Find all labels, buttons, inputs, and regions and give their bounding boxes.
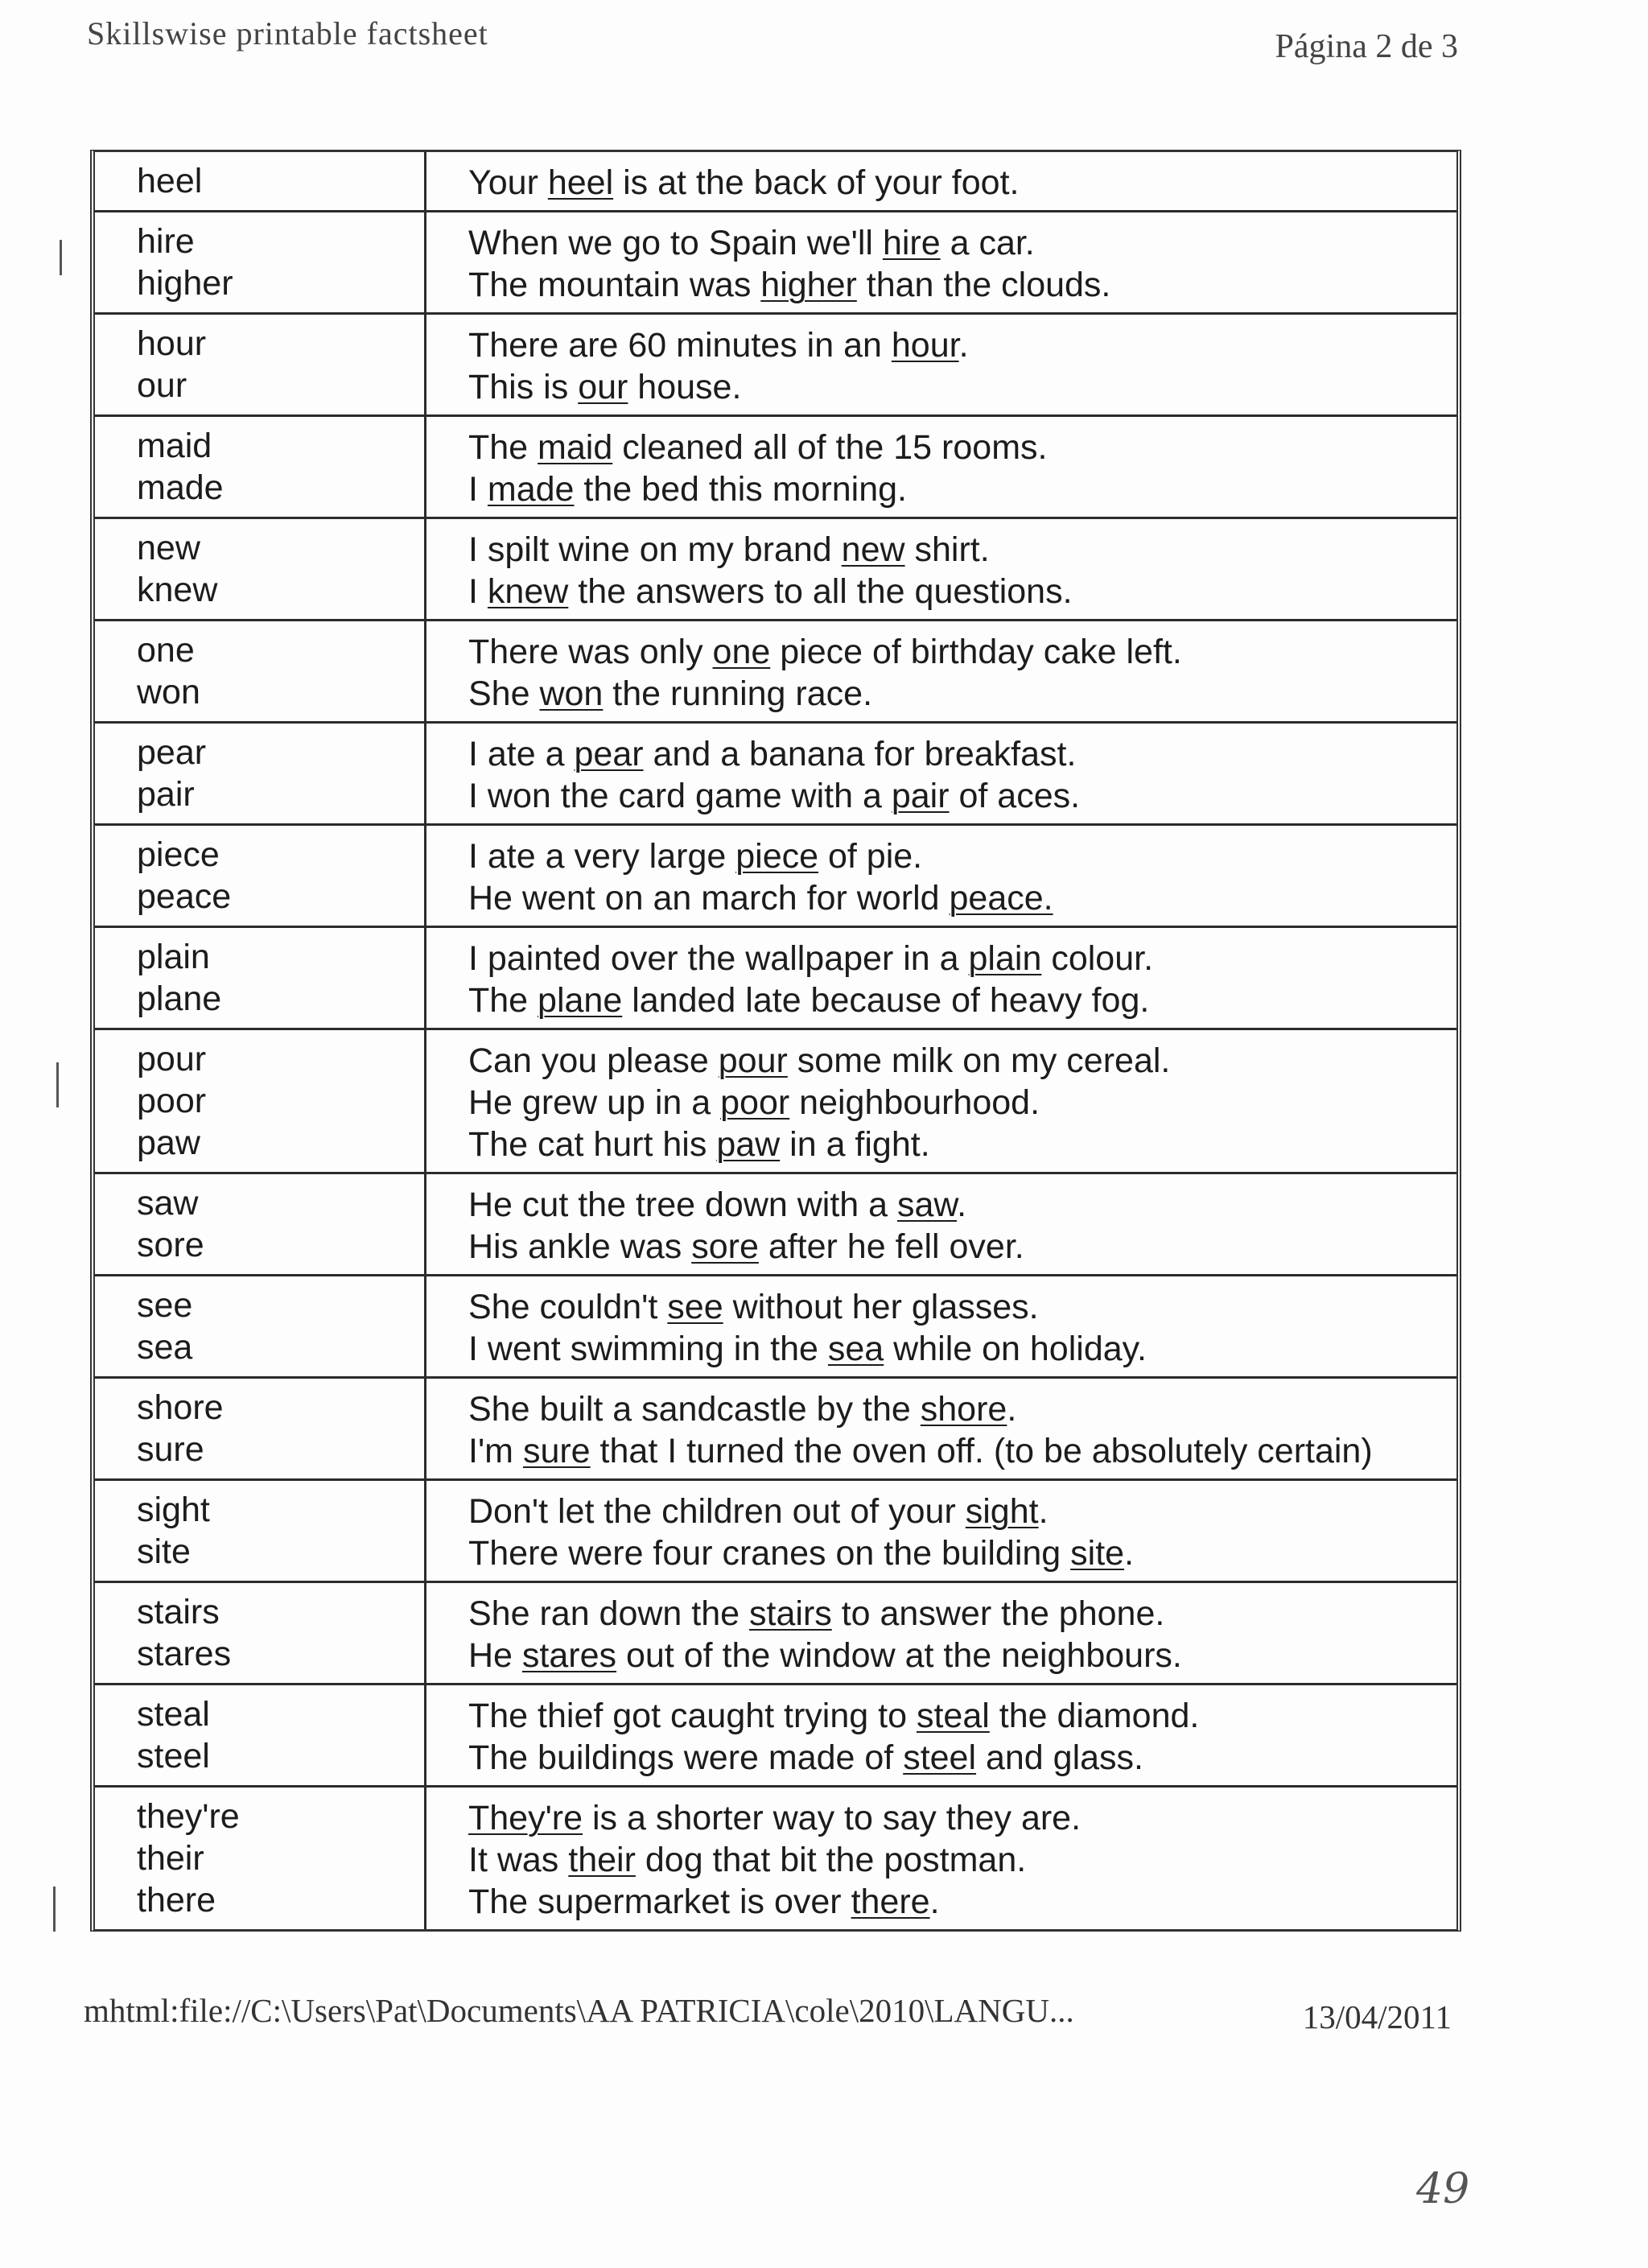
homophone-word: plain (137, 938, 210, 976)
table-row (95, 315, 1456, 417)
sentence-text: colour. (1041, 939, 1154, 978)
homophone-word: hire (137, 222, 195, 261)
homophone-word: one (137, 631, 195, 670)
sentences-cell (426, 1788, 1456, 1929)
sentence-text: cleaned all of the 15 rooms. (612, 428, 1048, 467)
underlined-word: heel (547, 163, 614, 202)
example-sentence (468, 1593, 1456, 1635)
sentence-text: I ate a very large (468, 837, 736, 876)
sentences-cell (426, 519, 1456, 619)
homophone-table (90, 150, 1461, 1932)
sentences-cell (426, 1685, 1456, 1785)
words-cell (95, 519, 426, 619)
table-row (95, 212, 1456, 315)
underlined-word: sight (965, 1492, 1039, 1531)
words-cell (95, 826, 426, 926)
example-sentence (468, 427, 1456, 468)
homophone-word: plane (137, 979, 222, 1018)
sentence-text: a car. (940, 224, 1035, 262)
sentences-cell (426, 724, 1456, 823)
homophone-word: there (137, 1881, 216, 1920)
homophone-word: won (137, 673, 200, 711)
sentence-text: house. (628, 368, 742, 406)
sentence-text: is a shorter way to say they are. (583, 1799, 1082, 1837)
sentence-text: shirt. (904, 530, 990, 569)
sentence-text: I'm (468, 1432, 523, 1470)
example-sentence (468, 264, 1456, 306)
sentence-text: When we go to Spain we'll (468, 224, 883, 262)
underlined-word: made (487, 470, 575, 509)
sentences-cell (426, 826, 1456, 926)
underlined-word: see (667, 1288, 723, 1326)
sentence-text: She ran down the (468, 1594, 750, 1633)
underlined-word: steel (903, 1738, 977, 1777)
sentence-text: while on holiday. (884, 1330, 1147, 1368)
homophone-word: steel (137, 1737, 210, 1775)
homophone-word: see (137, 1286, 193, 1325)
sentence-text: There were four cranes on the building (468, 1534, 1071, 1573)
sentence-text: landed late because of heavy fog. (622, 981, 1150, 1020)
sentence-text: Can you please (468, 1041, 719, 1080)
homophone-word: new (137, 529, 200, 567)
homophone-word: sore (137, 1226, 204, 1264)
source-title: Skillswise printable factsheet (87, 15, 488, 52)
underlined-word: paw (716, 1125, 781, 1164)
table-row (95, 1583, 1456, 1685)
underlined-word: hour (891, 326, 959, 365)
sentence-text: neighbourhood. (789, 1083, 1040, 1122)
sentence-text: . (1038, 1492, 1049, 1531)
table-row (95, 1030, 1456, 1174)
sentence-text: There are 60 minutes in an (468, 326, 892, 365)
sentences-cell (426, 1276, 1456, 1376)
example-sentence (468, 1040, 1456, 1082)
table-row (95, 417, 1456, 519)
handwritten-page-number: 49 (1416, 2165, 1470, 2213)
sentence-text: I (468, 470, 488, 509)
sentence-text: The mountain was (468, 266, 761, 304)
underlined-word: shore (920, 1390, 1007, 1429)
sentence-text: Don't let the children out of your (468, 1492, 966, 1531)
example-sentence (468, 775, 1456, 817)
underlined-word: pear (574, 735, 644, 773)
sentences-cell (426, 1174, 1456, 1274)
words-cell (95, 1030, 426, 1172)
words-cell (95, 315, 426, 414)
homophone-word: higher (137, 264, 233, 303)
underlined-word: poor (720, 1083, 790, 1122)
sentence-text: She couldn't (468, 1288, 668, 1326)
homophone-word: peace (137, 877, 232, 916)
words-cell (95, 1583, 426, 1683)
table-row (95, 1481, 1456, 1583)
words-cell (95, 1379, 426, 1478)
homophone-word: pear (137, 733, 207, 772)
underlined-word: our (578, 368, 628, 406)
example-sentence (468, 1124, 1456, 1165)
example-sentence (468, 877, 1456, 919)
underlined-word: hire (882, 224, 941, 262)
page-indicator: Página 2 de 3 (1275, 28, 1458, 65)
sentences-cell (426, 1379, 1456, 1478)
homophone-word: our (137, 366, 187, 405)
table-row (95, 1174, 1456, 1276)
sentences-cell (426, 1030, 1456, 1172)
table-row (95, 519, 1456, 621)
sentence-text: She built a sandcastle by the (468, 1390, 921, 1429)
underlined-word: stairs (749, 1594, 832, 1633)
sentence-text: I ate a (468, 735, 575, 773)
homophone-word: maid (137, 427, 212, 465)
sentence-text: that I turned the oven off. (to be absolutely certain) (590, 1432, 1373, 1470)
margin-mark (56, 1062, 59, 1107)
example-sentence (468, 1082, 1456, 1124)
sentence-text: The thief got caught trying to (468, 1697, 917, 1735)
words-cell (95, 1481, 426, 1581)
sentence-text: It was (468, 1841, 569, 1879)
underlined-word: won (539, 674, 604, 713)
sentence-text: than the clouds. (856, 266, 1111, 304)
homophone-word: shore (137, 1388, 224, 1427)
underlined-word: stares (521, 1636, 617, 1675)
words-cell (95, 1276, 426, 1376)
homophone-word: pour (137, 1040, 207, 1078)
words-cell (95, 212, 426, 312)
words-cell (95, 1788, 426, 1929)
sentence-text: piece of birthday cake left. (770, 633, 1182, 671)
underlined-word: sore (691, 1227, 759, 1266)
sentences-cell (426, 1481, 1456, 1581)
example-sentence (468, 1839, 1456, 1881)
example-sentence (468, 366, 1456, 408)
sentences-cell (426, 417, 1456, 517)
underlined-word: peace. (949, 879, 1053, 918)
sentence-text: out of the window at the neighbours. (616, 1636, 1182, 1675)
homophone-word: stairs (137, 1593, 220, 1631)
table-row (95, 1788, 1456, 1929)
sentences-cell (426, 315, 1456, 414)
sentence-text: of aces. (949, 777, 1081, 815)
example-sentence (468, 324, 1456, 366)
sentence-text: and glass. (976, 1738, 1143, 1777)
example-sentence (468, 631, 1456, 673)
underlined-word: pair (891, 777, 950, 815)
sentence-text: dog that bit the postman. (635, 1841, 1027, 1879)
sentence-text: I spilt wine on my brand (468, 530, 842, 569)
sentence-text: I went swimming in the (468, 1330, 828, 1368)
example-sentence (468, 1184, 1456, 1226)
sentence-text: of pie. (818, 837, 923, 876)
homophone-word: steal (137, 1695, 210, 1734)
sentence-text: The supermarket is over (468, 1882, 851, 1921)
sentences-cell (426, 152, 1456, 210)
underlined-word: their (568, 1841, 636, 1879)
homophone-word: made (137, 468, 224, 507)
sentence-text: He grew up in a (468, 1083, 721, 1122)
file-path: mhtml:file://C:\Users\Pat\Documents\AA PATRICIA\cole\2010\LANGU... (84, 1992, 1074, 2029)
sentence-text: There was only (468, 633, 713, 671)
sentence-text: He cut the tree down with a (468, 1186, 898, 1224)
homophone-word: piece (137, 835, 220, 874)
underlined-word: saw (897, 1186, 958, 1224)
homophone-word: their (137, 1839, 204, 1878)
words-cell (95, 1174, 426, 1274)
sentence-text: The buildings were made of (468, 1738, 904, 1777)
example-sentence (468, 468, 1456, 510)
example-sentence (468, 1491, 1456, 1532)
underlined-word: knew (487, 572, 569, 611)
homophone-word: they're (137, 1797, 240, 1836)
sentence-text: is at the back of your foot. (613, 163, 1020, 202)
sentence-text: in a fight. (780, 1125, 930, 1164)
sentence-text: the answers to all the questions. (568, 572, 1073, 611)
underlined-word: maid (538, 428, 613, 467)
sentence-text: . (958, 326, 969, 365)
table-row (95, 152, 1456, 212)
margin-mark (60, 240, 62, 275)
table-row (95, 1276, 1456, 1379)
homophone-word: sure (137, 1430, 204, 1469)
sentence-text: after he fell over. (758, 1227, 1024, 1266)
example-sentence (468, 1797, 1456, 1839)
table-row (95, 724, 1456, 826)
example-sentence (468, 938, 1456, 979)
homophone-word: heel (137, 162, 203, 200)
homophone-word: poor (137, 1082, 207, 1120)
print-date: 13/04/2011 (1302, 1998, 1452, 2035)
table-row (95, 928, 1456, 1030)
sentence-text: I (468, 572, 488, 611)
table-row (95, 1379, 1456, 1481)
example-sentence (468, 1286, 1456, 1328)
words-cell (95, 621, 426, 721)
sentence-text: . (1007, 1390, 1017, 1429)
underlined-word: sure (522, 1432, 591, 1470)
example-sentence (468, 162, 1456, 204)
sentence-text: He went on an march for world (468, 879, 950, 918)
example-sentence (468, 979, 1456, 1021)
sentence-text: The (468, 428, 538, 467)
underlined-word: plain (968, 939, 1042, 978)
sentence-text: some milk on my cereal. (787, 1041, 1171, 1080)
example-sentence (468, 733, 1456, 775)
example-sentence (468, 1430, 1456, 1472)
underlined-word: piece (735, 837, 819, 876)
words-cell (95, 724, 426, 823)
sentence-text: This is (468, 368, 579, 406)
sentence-text: the bed this morning. (574, 470, 908, 509)
sentence-text: and a banana for breakfast. (643, 735, 1077, 773)
sentence-text: . (1124, 1534, 1135, 1573)
example-sentence (468, 835, 1456, 877)
margin-mark (53, 1887, 56, 1932)
words-cell (95, 1685, 426, 1785)
homophone-word: saw (137, 1184, 199, 1223)
underlined-word: They're (468, 1799, 583, 1837)
sentence-text: . (929, 1882, 940, 1921)
sentence-text: to answer the phone. (831, 1594, 1165, 1633)
sentence-text: The (468, 981, 538, 1020)
homophone-word: pair (137, 775, 195, 814)
sentence-text: the diamond. (989, 1697, 1200, 1735)
underlined-word: there (851, 1882, 930, 1921)
sentences-cell (426, 928, 1456, 1028)
table-row (95, 826, 1456, 928)
example-sentence (468, 1328, 1456, 1370)
underlined-word: sea (827, 1330, 884, 1368)
example-sentence (468, 1226, 1456, 1268)
example-sentence (468, 1737, 1456, 1779)
sentences-cell (426, 212, 1456, 312)
sentence-text: Your (468, 163, 548, 202)
words-cell (95, 152, 426, 210)
words-cell (95, 928, 426, 1028)
sentence-text: I painted over the wallpaper in a (468, 939, 969, 978)
example-sentence (468, 1635, 1456, 1676)
underlined-word: pour (718, 1041, 788, 1080)
sentence-text: I won the card game with a (468, 777, 892, 815)
sentence-text: His ankle was (468, 1227, 692, 1266)
example-sentence (468, 1388, 1456, 1430)
sentence-text: the running race. (603, 674, 873, 713)
homophone-word: knew (137, 571, 218, 609)
example-sentence (468, 673, 1456, 715)
underlined-word: plane (538, 981, 623, 1020)
underlined-word: higher (760, 266, 857, 304)
table-row (95, 1685, 1456, 1788)
example-sentence (468, 529, 1456, 571)
sentence-text: without her glasses. (723, 1288, 1039, 1326)
table-row (95, 621, 1456, 724)
sentences-cell (426, 1583, 1456, 1683)
underlined-word: one (712, 633, 771, 671)
sentence-text: . (957, 1186, 967, 1224)
underlined-word: steal (916, 1697, 990, 1735)
example-sentence (468, 571, 1456, 612)
sentence-text: He (468, 1636, 522, 1675)
example-sentence (468, 222, 1456, 264)
homophone-word: paw (137, 1124, 200, 1162)
homophone-word: stares (137, 1635, 232, 1673)
words-cell (95, 417, 426, 517)
sentence-text: The cat hurt his (468, 1125, 717, 1164)
sentences-cell (426, 621, 1456, 721)
example-sentence (468, 1695, 1456, 1737)
example-sentence (468, 1881, 1456, 1923)
example-sentence (468, 1532, 1456, 1574)
homophone-word: site (137, 1532, 191, 1571)
underlined-word: site (1070, 1534, 1125, 1573)
underlined-word: new (841, 530, 905, 569)
sentence-text: She (468, 674, 540, 713)
homophone-word: hour (137, 324, 207, 363)
homophone-word: sight (137, 1491, 210, 1529)
homophone-word: sea (137, 1328, 193, 1367)
